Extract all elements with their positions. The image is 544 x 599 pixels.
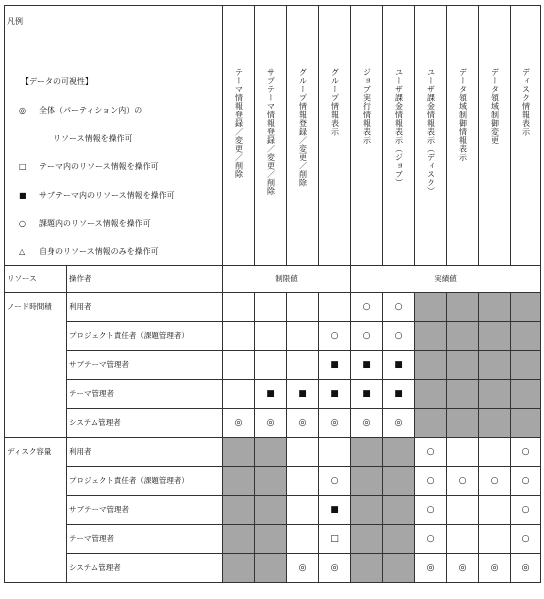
not-applicable-cell [351,467,383,496]
table-row [5,467,541,496]
not-applicable-cell [383,554,415,583]
resource-label: ノード時間積 [5,293,67,438]
permission-cell: ○ [415,496,447,525]
legend-row [5,6,541,266]
operator-label: 利用者 [67,293,223,322]
column-header: ユーザ課金情報表示（ジョブ） [383,6,415,266]
permission-cell: ○ [351,293,383,322]
permission-cell: ○ [479,467,511,496]
not-applicable-cell [351,554,383,583]
not-applicable-cell [351,438,383,467]
permission-cell: ■ [255,380,287,409]
permission-cell: ◎ [255,409,287,438]
operator-label: システム管理者 [67,409,223,438]
permission-cell: ◎ [447,554,479,583]
not-applicable-cell [479,409,511,438]
actual-group-header: 実績値 [351,266,541,293]
group-header-row [5,266,541,293]
permission-cell: ○ [383,293,415,322]
permission-cell [287,438,319,467]
permission-cell: ■ [383,351,415,380]
not-applicable-cell [223,496,255,525]
permission-cell: ○ [351,322,383,351]
legend-text: 課題内のリソース情報を操作可 [39,219,151,228]
not-applicable-cell [223,467,255,496]
legend-text: 全体（パーティション内）の [39,106,143,115]
resource-label: ディスク容量 [5,438,67,583]
not-applicable-cell [447,380,479,409]
table-row [5,322,541,351]
permission-cell: ■ [319,380,351,409]
permission-cell: ◎ [319,409,351,438]
table-row [5,380,541,409]
legend-symbol-filled-square: ■ [19,191,27,200]
not-applicable-cell [479,293,511,322]
legend-symbol-circle: ○ [19,219,26,228]
permission-cell [447,438,479,467]
permission-cell [479,496,511,525]
permission-cell: ○ [319,467,351,496]
not-applicable-cell [511,322,541,351]
permission-cell: ○ [511,438,541,467]
permission-cell [223,351,255,380]
not-applicable-cell [383,525,415,554]
permission-cell [479,438,511,467]
permission-cell [255,351,287,380]
column-header: ディスク情報表示 [511,6,541,266]
limit-group-header: 制限値 [223,266,351,293]
operator-label: 利用者 [67,438,223,467]
permission-cell [287,351,319,380]
permission-cell: ◎ [319,554,351,583]
permission-cell: ○ [319,322,351,351]
not-applicable-cell [223,554,255,583]
not-applicable-cell [415,351,447,380]
column-header: グループ情報登録／変更／削除 [287,6,319,266]
permission-cell [255,293,287,322]
column-header: データ領域制御変更 [479,6,511,266]
legend-item-project [19,220,151,228]
permission-cell: ■ [383,380,415,409]
column-header: ジョブ実行情報表示 [351,6,383,266]
permission-cell: ○ [415,438,447,467]
not-applicable-cell [511,293,541,322]
operator-label: テーマ管理者 [67,525,223,554]
legend-item-theme [19,163,159,171]
legend-symbol-triangle: △ [19,247,26,256]
legend-heading: 【データの可視性】 [21,77,93,86]
legend-item-all [19,107,142,115]
legend-title: 凡例 [7,17,23,26]
not-applicable-cell [511,409,541,438]
table-row [5,351,541,380]
not-applicable-cell [479,322,511,351]
column-header: ユーザ課金情報表示（ディスク） [415,6,447,266]
operator-label: テーマ管理者 [67,380,223,409]
not-applicable-cell [255,467,287,496]
operator-header: 操作者 [67,266,223,293]
table-row [5,554,541,583]
permission-cell: ■ [319,351,351,380]
permission-cell: ○ [415,467,447,496]
permission-cell [287,293,319,322]
permission-cell: ◎ [511,554,541,583]
not-applicable-cell [447,351,479,380]
column-header: サブテーマ情報登録／変更／削除 [255,6,287,266]
not-applicable-cell [255,438,287,467]
legend-symbol-square: □ [19,162,27,171]
permission-cell [287,496,319,525]
not-applicable-cell [223,438,255,467]
permission-cell [319,293,351,322]
permission-cell: ■ [319,496,351,525]
permission-cell [223,380,255,409]
legend-text: サブテーマ内のリソース情報を操作可 [39,191,175,200]
legend-symbol-double-circle: ◎ [19,106,26,115]
permission-cell [287,525,319,554]
not-applicable-cell [511,380,541,409]
legend-text: 自身のリソース情報のみを操作可 [39,247,159,256]
column-header: テーマ情報登録／変更／削除 [223,6,255,266]
permission-cell: ○ [415,525,447,554]
permission-cell [479,525,511,554]
permission-cell: ◎ [287,409,319,438]
legend-cell [5,6,223,266]
permission-cell: ■ [351,380,383,409]
table-row [5,293,541,322]
not-applicable-cell [383,467,415,496]
operator-label: サブテーマ管理者 [67,351,223,380]
not-applicable-cell [351,525,383,554]
column-header: データ領域制御情報表示 [447,6,479,266]
permission-table-wrapper [4,5,541,583]
permission-cell: ◎ [383,409,415,438]
permission-cell: ◎ [351,409,383,438]
not-applicable-cell [415,293,447,322]
operator-label: サブテーマ管理者 [67,496,223,525]
not-applicable-cell [511,351,541,380]
legend-item-all-cont: リソース情報を操作可 [53,134,133,143]
legend-item-subtheme [19,192,175,200]
resource-header: リソース [5,266,67,293]
permission-cell: ○ [511,467,541,496]
not-applicable-cell [447,409,479,438]
permission-cell: ◎ [415,554,447,583]
permission-cell: ■ [351,351,383,380]
legend-item-self [19,248,159,256]
permission-cell: ◎ [287,554,319,583]
permission-cell [319,438,351,467]
table-row [5,525,541,554]
not-applicable-cell [415,322,447,351]
permission-cell: □ [319,525,351,554]
permission-cell [255,322,287,351]
table-row [5,409,541,438]
permission-cell: ◎ [223,409,255,438]
permission-cell [447,496,479,525]
permission-cell [223,322,255,351]
table-row [5,438,541,467]
not-applicable-cell [415,409,447,438]
permission-cell [287,467,319,496]
permission-cell: ○ [511,525,541,554]
operator-label: プロジェクト責任者（課題管理者） [67,322,223,351]
legend-text: テーマ内のリソース情報を操作可 [39,162,159,171]
operator-label: プロジェクト責任者（課題管理者） [67,467,223,496]
not-applicable-cell [415,380,447,409]
operator-label: システム管理者 [67,554,223,583]
permission-cell: ○ [447,467,479,496]
not-applicable-cell [255,525,287,554]
not-applicable-cell [479,351,511,380]
not-applicable-cell [383,438,415,467]
permission-cell [223,293,255,322]
not-applicable-cell [255,554,287,583]
not-applicable-cell [223,525,255,554]
not-applicable-cell [447,293,479,322]
permission-cell: ■ [287,380,319,409]
permission-cell: ◎ [479,554,511,583]
permission-cell: ○ [511,496,541,525]
not-applicable-cell [383,496,415,525]
permission-cell: ○ [383,322,415,351]
permission-cell [287,322,319,351]
not-applicable-cell [255,496,287,525]
table-row [5,496,541,525]
permission-cell [447,525,479,554]
column-header: グループ情報表示 [319,6,351,266]
not-applicable-cell [447,322,479,351]
permission-table [4,5,541,583]
not-applicable-cell [479,380,511,409]
not-applicable-cell [351,496,383,525]
